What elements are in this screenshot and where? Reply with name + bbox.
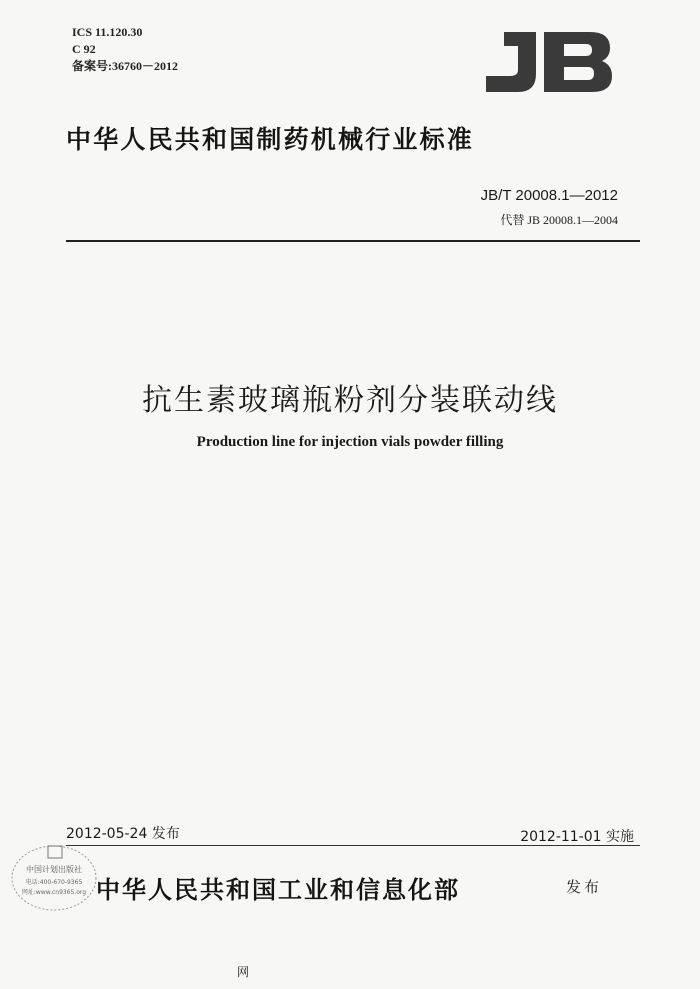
issue-label: 发布	[566, 878, 603, 896]
implement-date: 2012-11-01 实施	[520, 829, 634, 845]
stamp-line-3: 网址:www.cn9365.org	[21, 889, 87, 896]
footer-mark: 网	[236, 965, 249, 979]
issue-date: 2012-05-24 发布	[66, 826, 180, 842]
header-meta	[72, 24, 178, 75]
document-title-en: Production line for injection vials powder filling	[196, 434, 504, 450]
filing-number: 备案号:36760－2012	[72, 59, 178, 73]
jb-logo	[478, 26, 618, 96]
stamp-line-2: 电话:400-670-9365	[25, 879, 83, 886]
ics-code: ICS 11.120.30	[72, 25, 143, 39]
replaces-note: 代替 JB 20008.1—2004	[500, 213, 618, 227]
publisher-stamp	[8, 842, 100, 914]
document-title-zh: 抗生素玻璃瓶粉剂分装联动线	[142, 383, 558, 418]
bottom-divider	[66, 845, 640, 846]
top-divider	[66, 240, 640, 242]
standard-code: JB/T 20008.1—2012	[480, 187, 618, 204]
ccs-code: C 92	[72, 42, 96, 56]
standard-category: 中华人民共和国制药机械行业标准	[66, 125, 475, 154]
stamp-line-1: 中国计划出版社	[26, 865, 82, 874]
issuing-authority: 中华人民共和国工业和信息化部	[96, 875, 460, 904]
